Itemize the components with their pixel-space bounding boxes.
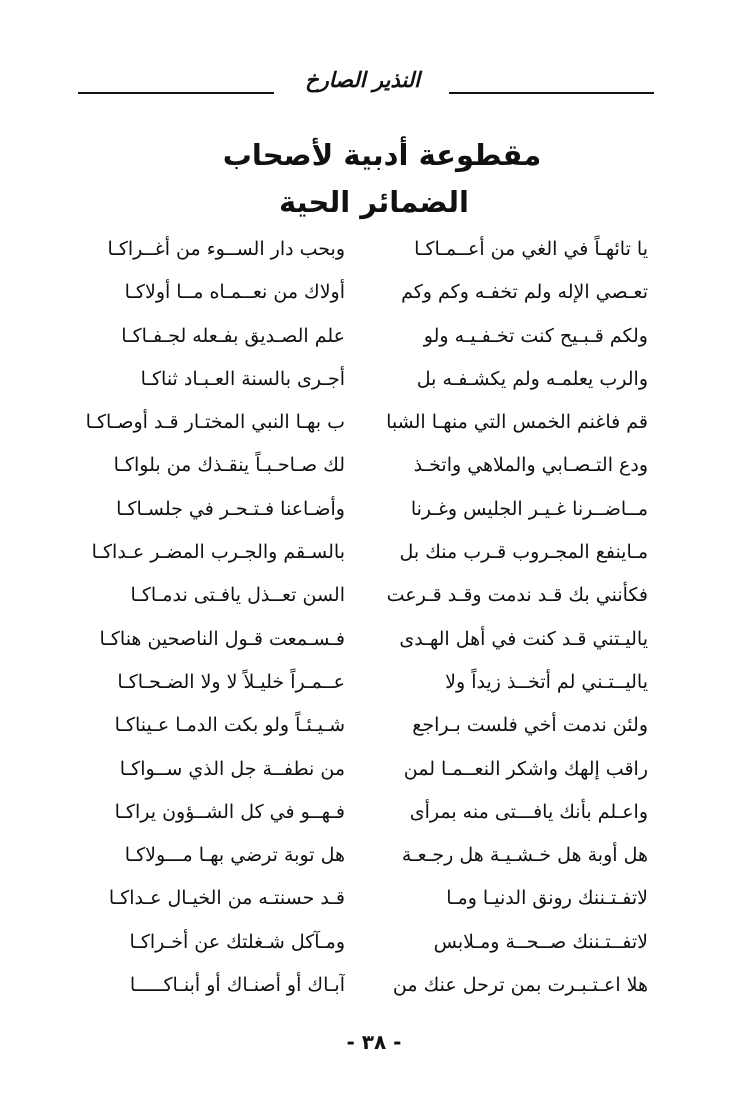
verse [60, 750, 648, 793]
verse-first-hemistich: مــاضــرنا غـيـر الجليس وغـرنا [410, 497, 648, 520]
verse-first-hemistich: هلا اعـتـبـرت بمن ترحل عنك من [392, 974, 648, 997]
verse [60, 620, 648, 663]
header-rule-right [449, 92, 654, 94]
verse-second-hemistich: عــمـراً خليـلاً لا ولا الضـحـاكـا [117, 670, 345, 693]
verse-second-hemistich: شـيـئـاً ولو بكت الدمـا عـيناكـا [114, 714, 345, 737]
verse-first-hemistich: لاتفـتـننك رونق الدنيـا ومـا [446, 887, 648, 910]
verse-first-hemistich: واعـلم بأنك يافـــتى منه بمرأى [409, 800, 648, 823]
verse-second-hemistich: علم الصـديق بفـعله لجـفـاكـا [121, 324, 345, 347]
header-rule-left [78, 92, 274, 94]
verse-first-hemistich: ودع التـصـابي والملاهي واتخـذ [413, 454, 648, 477]
verse-second-hemistich: ومـآكل شـغلتك عن أخـراكـا [129, 930, 345, 953]
verse-first-hemistich: ياليـتني قـد كنت في أهل الهـدى [399, 627, 648, 650]
verse-second-hemistich: قـد حسنتـه من الخيـال عـداكـا [108, 887, 345, 910]
verse-second-hemistich: أولاك من نعــمـاه مــا أولاكـا [124, 281, 345, 304]
verse [60, 706, 648, 749]
verse-second-hemistich: وبحب دار الســوء من أغــراكـا [107, 238, 345, 260]
verse-first-hemistich: ياليــتـني لم أتخــذ زيداً ولا [445, 670, 648, 693]
verse-first-hemistich: والرب يعلمـه ولم يكشـفـه بل [416, 367, 648, 390]
running-header [70, 66, 680, 106]
verse-second-hemistich: لك صـاحـبـاً ينقـذك من بلواكـا [113, 454, 345, 477]
verse-first-hemistich: ولكم قـبـيح كنت تخـفـيـه ولو [423, 324, 648, 347]
running-title: النذير الصارخ [305, 68, 420, 92]
verse-second-hemistich: آبـاك أو أصنـاك أو أبنـاكـــــا [129, 974, 345, 997]
verse [60, 317, 648, 360]
verse-second-hemistich: وأضـاعنا فـتـحـر في جلسـاكـا [116, 497, 345, 520]
verse [60, 836, 648, 879]
verse-first-hemistich: مـاينفع المجـروب قـرب منك بل [399, 541, 648, 564]
verse-first-hemistich: لاتفــتـننك صــحــة ومـلابس [433, 930, 648, 953]
verse [60, 490, 648, 533]
verse [60, 360, 648, 403]
section-title-line1: مقطوعة أدبية لأصحاب [222, 138, 542, 172]
verse [60, 923, 648, 966]
verse-second-hemistich: بالسـقم والجـرب المضـر عـداكـا [91, 541, 345, 564]
page-number: - ٣٨ - [346, 1030, 402, 1054]
verse-first-hemistich: يا تائهـاً في الغي من أعــمـاكـا [414, 238, 648, 260]
poem [60, 230, 648, 1009]
verse [60, 533, 648, 576]
verse [60, 879, 648, 922]
verse [60, 403, 648, 446]
verse-first-hemistich: راقب إلهك واشكر النعــمـا لمن [403, 757, 648, 780]
section-title-line2: الضمائر الحية [279, 185, 469, 219]
verse [60, 273, 648, 316]
verse [60, 230, 648, 273]
verse-first-hemistich: هل أوبة هل خـشـيـة هل رجـعـة [401, 844, 648, 867]
verse-second-hemistich: ب بهـا النبي المختـار قـد أوصـاكـا [85, 411, 345, 434]
verse-second-hemistich: أجـرى بالسنة العـبـاد ثناكـا [140, 367, 345, 390]
verse [60, 663, 648, 706]
verse [60, 576, 648, 619]
verse [60, 966, 648, 1009]
verse-first-hemistich: قم فاغنم الخمس التي منهـا الشبا [386, 411, 648, 434]
verse-first-hemistich: ولئن ندمت أخي فلست بـراجع [412, 714, 648, 737]
verse-second-hemistich: هل توبة ترضي بهـا مـــولاكـا [124, 844, 345, 867]
verse-second-hemistich: فـسـمعت قـول الناصحين هناكـا [99, 627, 345, 650]
verse-first-hemistich: فكأنني بك قـد ندمت وقـد قـرعت [386, 584, 648, 607]
verse [60, 446, 648, 489]
verse-second-hemistich: من نطفــة جل الذي ســواكـا [119, 757, 345, 780]
verse-second-hemistich: فـهــو في كل الشــؤون يراكـا [114, 800, 345, 823]
verse-second-hemistich: السن تعــذل يافـتى ندمـاكـا [130, 584, 345, 607]
verse [60, 793, 648, 836]
verse-first-hemistich: تعـصي الإله ولم تخفـه وكم وكم [401, 281, 648, 304]
